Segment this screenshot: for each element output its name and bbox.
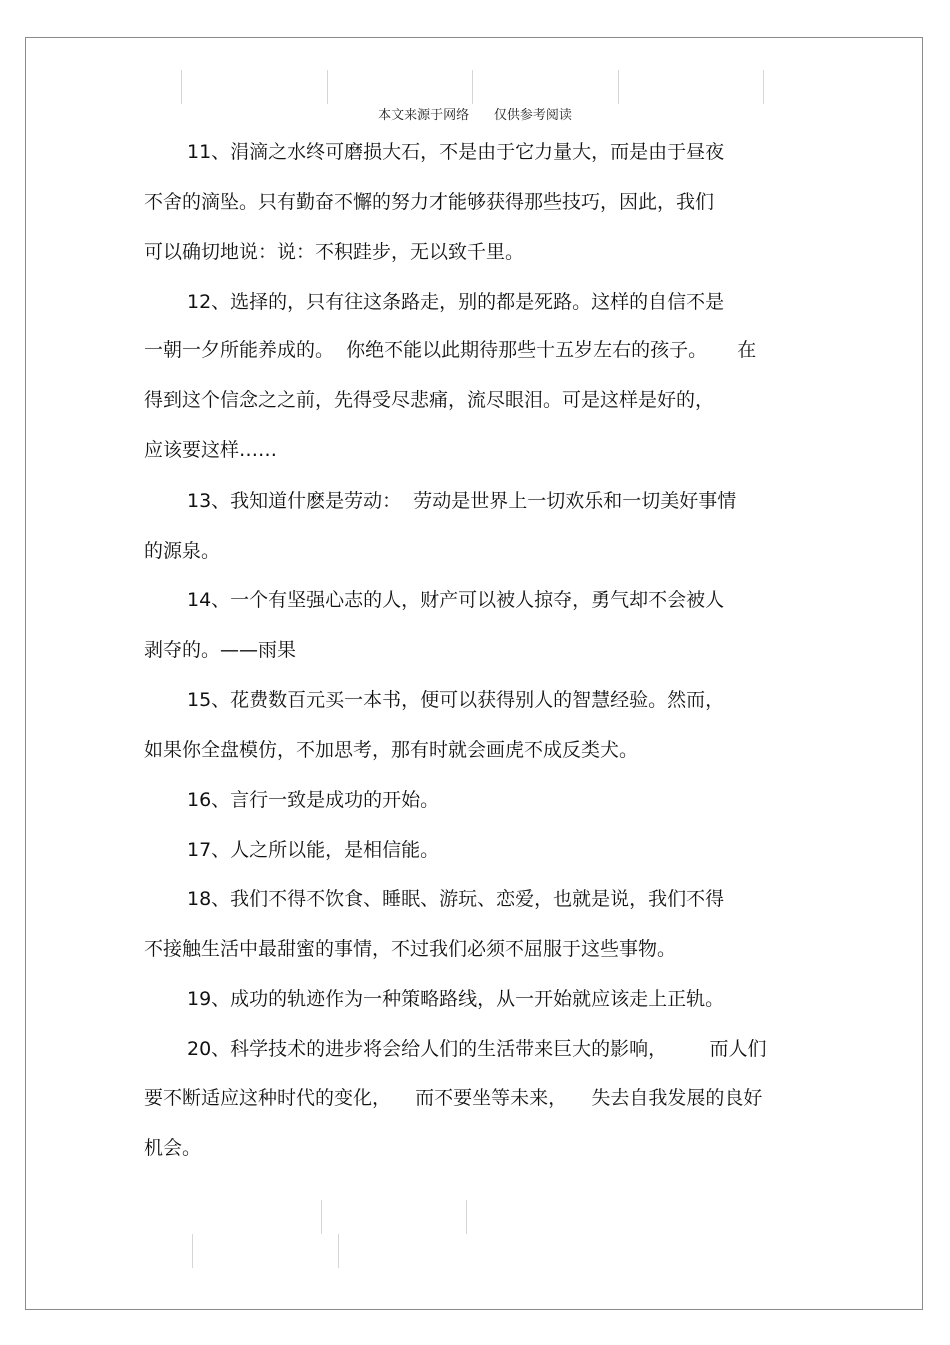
decor-rule (181, 70, 182, 104)
text-line: 20、科学技术的进步将会给人们的生活带来巨大的影响， 而人们 (187, 1038, 767, 1060)
text-line: 19、成功的轨迹作为一种策略路线，从一开始就应该走上正轨。 (187, 988, 725, 1010)
text-line: 11、涓滴之水终可磨损大石，不是由于它力量大，而是由于昼夜 (187, 141, 725, 163)
text-line: 15、花费数百元买一本书，便可以获得别人的智慧经验。然而， (187, 689, 725, 711)
decor-rule (321, 1200, 322, 1234)
text-line: 16、言行一致是成功的开始。 (187, 789, 440, 811)
text-line: 14、一个有坚强心志的人，财产可以被人掠夺，勇气却不会被人 (187, 589, 725, 611)
text-line: 可以确切地说：说：不积跬步，无以致千里。 (144, 241, 525, 263)
text-line: 13、我知道什麽是劳动： 劳动是世界上一切欢乐和一切美好事情 (187, 490, 737, 512)
text-line: 机会。 (144, 1137, 202, 1159)
text-line: 的源泉。 (144, 540, 221, 562)
decor-rule (472, 70, 473, 104)
text-line: 17、人之所以能，是相信能。 (187, 839, 440, 861)
text-line: 剥夺的。——雨果 (144, 639, 297, 661)
text-line: 得到这个信念之之前，先得受尽悲痛，流尽眼泪。可是这样是好的， (144, 389, 715, 411)
text-line: 要不断适应这种时代的变化， 而不要坐等未来， 失去自我发展的良好 (144, 1087, 763, 1109)
text-line: 不接触生活中最甜蜜的事情，不过我们必须不屈服于这些事物。 (144, 938, 677, 960)
text-line: 不舍的滴坠。只有勤奋不懈的努力才能够获得那些技巧，因此，我们 (144, 191, 715, 213)
text-line: 应该要这样…… (144, 439, 278, 461)
page-border (25, 37, 923, 1310)
decor-rule (763, 70, 764, 104)
decor-rule (192, 1234, 193, 1268)
header-note: 本文来源于网络 仅供参考阅读 (378, 108, 572, 123)
decor-rule (618, 70, 619, 104)
decor-rule (327, 70, 328, 104)
text-line: 18、我们不得不饮食、睡眠、游玩、恋爱，也就是说，我们不得 (187, 888, 725, 910)
text-line: 如果你全盘模仿，不加思考，那有时就会画虎不成反类犬。 (144, 739, 639, 761)
decor-rule (466, 1200, 467, 1234)
decor-rule (338, 1234, 339, 1268)
text-line: 一朝一夕所能养成的。 你绝不能以此期待那些十五岁左右的孩子。 在 (144, 339, 757, 361)
text-line: 12、选择的，只有往这条路走，别的都是死路。这样的自信不是 (187, 291, 725, 313)
